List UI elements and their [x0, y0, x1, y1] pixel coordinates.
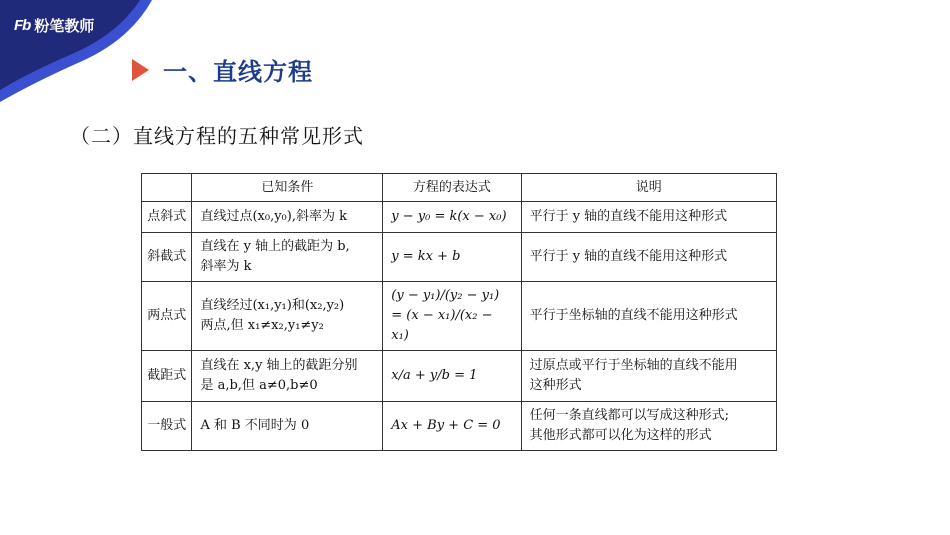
row-type: 斜截式 — [142, 233, 192, 282]
row-note: 过原点或平行于坐标轴的直线不能用 这种形式 — [521, 351, 776, 402]
section-heading — [132, 52, 313, 87]
table-row — [142, 233, 777, 282]
row-type: 两点式 — [142, 282, 192, 351]
row-condition: 直线在 y 轴上的截距为 b, 斜率为 k — [192, 233, 383, 282]
row-note: 平行于坐标轴的直线不能用这种形式 — [521, 282, 776, 351]
brand-logo — [14, 15, 94, 36]
row-note: 平行于 y 轴的直线不能用这种形式 — [521, 233, 776, 282]
table-row — [142, 282, 777, 351]
logo-mark: Fb — [14, 17, 31, 34]
brand-name: 粉笔教师 — [34, 17, 95, 35]
row-equation: x/a + y/b = 1 — [383, 351, 521, 402]
row-equation: y − y₀ = k(x − x₀) — [383, 202, 521, 233]
row-condition: 直线经过(x₁,y₁)和(x₂,y₂) 两点,但 x₁≠x₂,y₁≠y₂ — [192, 282, 383, 351]
play-triangle-icon — [132, 59, 149, 81]
row-note: 任何一条直线都可以写成这种形式; 其他形式都可以化为这样的形式 — [521, 402, 776, 451]
table-header-row — [142, 174, 777, 202]
row-type: 截距式 — [142, 351, 192, 402]
header-cell-equation: 方程的表达式 — [383, 174, 521, 202]
row-type: 点斜式 — [142, 202, 192, 233]
row-condition: 直线过点(x₀,y₀),斜率为 k — [192, 202, 383, 233]
header-cell-note: 说明 — [521, 174, 776, 202]
section-title: 一、直线方程 — [163, 58, 313, 86]
row-note: 平行于 y 轴的直线不能用这种形式 — [521, 202, 776, 233]
subsection-title: （二）直线方程的五种常见形式 — [70, 124, 364, 148]
row-equation: y = kx + b — [383, 233, 521, 282]
row-equation: Ax + By + C = 0 — [383, 402, 521, 451]
row-condition: A 和 B 不同时为 0 — [192, 402, 383, 451]
row-equation: (y − y₁)/(y₂ − y₁) = (x − x₁)/(x₂ − x₁) — [383, 282, 521, 351]
table-row — [142, 351, 777, 402]
line-equation-forms-table — [141, 173, 777, 451]
table-row — [142, 202, 777, 233]
header-cell-type — [142, 174, 192, 202]
row-type: 一般式 — [142, 402, 192, 451]
table-row — [142, 402, 777, 451]
row-condition: 直线在 x,y 轴上的截距分别 是 a,b,但 a≠0,b≠0 — [192, 351, 383, 402]
header-cell-condition: 已知条件 — [192, 174, 383, 202]
